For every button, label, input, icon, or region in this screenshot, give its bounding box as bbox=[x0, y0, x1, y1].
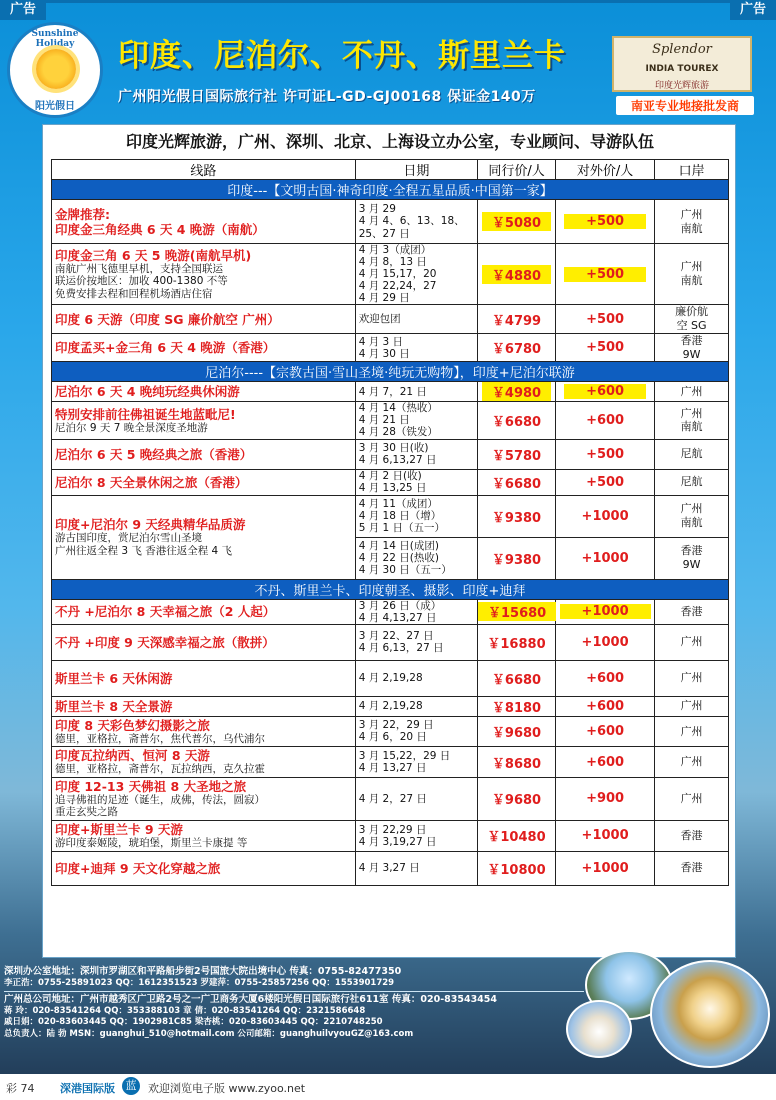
stupa-photo bbox=[650, 960, 770, 1068]
peer-price-cell bbox=[478, 382, 556, 402]
route-title: 印度+斯里兰卡 9 天游 bbox=[55, 822, 183, 837]
route-title: 尼泊尔 6 天 4 晚纯玩经典休闲游 bbox=[55, 384, 240, 400]
peer-price-cell bbox=[478, 599, 556, 624]
route-title: 印度瓦拉纳西、恒河 8 天游 bbox=[55, 748, 210, 764]
port-cell bbox=[655, 821, 729, 852]
retail-price-cell bbox=[556, 382, 655, 402]
retail-price-cell bbox=[556, 660, 655, 696]
port-cell bbox=[655, 696, 729, 716]
peer-price: ￥9680 bbox=[491, 725, 542, 741]
route-cell bbox=[52, 716, 356, 747]
departure-port: 广州 bbox=[680, 724, 703, 738]
bottom-bar bbox=[0, 1074, 776, 1100]
date-cell bbox=[355, 821, 477, 852]
retail-surcharge: +600 bbox=[586, 698, 625, 714]
col-header-retail-price: 对外价/人 bbox=[556, 160, 655, 180]
page-number: 彩 74 bbox=[6, 1082, 35, 1095]
departure-dates: 4 月 3（成团） 4 月 8，13 日 4 月 15,17，20 4 月 22,24，27 4 月 29 日 bbox=[358, 244, 437, 305]
port-cell bbox=[655, 777, 729, 820]
departure-dates: 4 月 7，21 日 bbox=[358, 385, 427, 398]
departure-port: 广州 bbox=[680, 671, 703, 685]
port-cell bbox=[655, 537, 729, 579]
date-cell bbox=[355, 333, 477, 362]
table-row bbox=[52, 696, 729, 716]
section-title: 印度---【文明古国·神奇印度·全程五星品质·中国第一家】 bbox=[52, 180, 729, 200]
route-title: 印度 6 天游（印度 SG 廉价航空 广州） bbox=[55, 311, 280, 327]
retail-price-cell bbox=[556, 821, 655, 852]
intro-line: 印度光辉旅游，广州、深圳、北京、上海设立办公室，专业顾问、导游队伍 bbox=[125, 132, 654, 151]
departure-port: 广州 bbox=[680, 755, 703, 769]
date-cell bbox=[355, 696, 477, 716]
date-cell bbox=[355, 469, 477, 495]
departure-port: 香港 9W bbox=[680, 544, 703, 571]
sunshine-holiday-logo bbox=[7, 22, 103, 118]
route-title: 印度金三角 6 天 5 晚游(南航早机) bbox=[55, 247, 252, 263]
peer-price-cell bbox=[478, 696, 556, 716]
table-row bbox=[52, 716, 729, 747]
date-cell bbox=[355, 624, 477, 660]
departure-dates: 3 月 22,29 日 4 月 3,19,27 日 bbox=[358, 823, 437, 848]
peer-price-cell bbox=[478, 495, 556, 537]
peer-price: ￥6680 bbox=[491, 672, 542, 688]
retail-surcharge: +500 bbox=[586, 340, 625, 356]
departure-port: 香港 bbox=[680, 828, 703, 842]
departure-port: 广州 南航 bbox=[680, 502, 703, 529]
departure-dates: 4 月 14 日(成团) 4 月 22 日(热收) 4 月 30 日（五一） bbox=[358, 539, 452, 577]
route-cell bbox=[52, 200, 356, 244]
table-row bbox=[52, 382, 729, 402]
route-description: 南航广州飞德里早机，支持全国联运 联运价按地区：加收 400-1380 不等 免费安排去程和回程机场酒店住宿 bbox=[55, 262, 228, 300]
section-header-row bbox=[52, 180, 729, 200]
port-cell bbox=[655, 599, 729, 624]
retail-price-cell bbox=[556, 747, 655, 778]
route-cell bbox=[52, 777, 356, 820]
retail-price-cell bbox=[556, 200, 655, 244]
peer-price-cell bbox=[478, 439, 556, 469]
table-row bbox=[52, 244, 729, 305]
departure-dates: 4 月 3 日 4 月 30 日 bbox=[358, 335, 410, 360]
departure-dates: 3 月 30 日(收) 4 月 6,13,27 日 bbox=[358, 441, 437, 466]
ad-tag-right: 广告 bbox=[730, 0, 776, 20]
agency-license-line: 广州阳光假日国际旅行社 许可证L-GD-GJ00168 保证金140万 bbox=[118, 89, 536, 105]
departure-port: 广州 bbox=[680, 635, 703, 649]
shenzhen-contacts: 李正浩：0755-25891023 QQ：1612351523 罗建萍：0755-25857256 QQ：1553901729 bbox=[4, 977, 395, 988]
departure-port: 广州 bbox=[680, 384, 703, 398]
peer-price-cell bbox=[478, 333, 556, 362]
price-panel bbox=[42, 124, 736, 958]
peer-price: ￥8680 bbox=[491, 756, 542, 772]
retail-surcharge: +1000 bbox=[581, 860, 629, 876]
port-cell bbox=[655, 244, 729, 305]
departure-dates: 4 月 2，27 日 bbox=[358, 792, 427, 805]
route-title: 不丹 +尼泊尔 8 天幸福之旅（2 人起） bbox=[55, 604, 276, 620]
port-cell bbox=[655, 200, 729, 244]
sun-icon bbox=[36, 49, 76, 89]
peer-price-cell bbox=[478, 851, 556, 885]
departure-dates: 4 月 3,27 日 bbox=[358, 862, 420, 875]
retail-surcharge: +600 bbox=[564, 384, 646, 399]
peer-price: ￥9380 bbox=[491, 552, 542, 568]
partner-name: Splendor bbox=[652, 42, 712, 57]
retail-surcharge: +1000 bbox=[560, 604, 651, 619]
section-title: 不丹、斯里兰卡、印度朝圣、摄影、印度+迪拜 bbox=[52, 579, 729, 599]
peer-price-cell bbox=[478, 777, 556, 820]
table-row bbox=[52, 305, 729, 334]
retail-surcharge: +500 bbox=[564, 214, 646, 229]
date-cell bbox=[355, 382, 477, 402]
peer-price-cell bbox=[478, 716, 556, 747]
departure-dates: 4 月 11（成团） 4 月 18 日（增） 5 月 1 日（五一） bbox=[358, 497, 446, 535]
retail-surcharge: +1000 bbox=[581, 508, 629, 524]
date-cell bbox=[355, 244, 477, 305]
route-title: 印度 8 天彩色梦幻摄影之旅 bbox=[55, 717, 210, 733]
date-cell bbox=[355, 439, 477, 469]
table-row bbox=[52, 495, 729, 537]
date-cell bbox=[355, 537, 477, 579]
retail-surcharge: +900 bbox=[586, 791, 625, 807]
departure-dates: 3 月 15,22，29 日 4 月 13,27 日 bbox=[358, 749, 451, 775]
date-cell bbox=[355, 716, 477, 747]
date-cell bbox=[355, 200, 477, 244]
date-cell bbox=[355, 495, 477, 537]
route-cell bbox=[52, 599, 356, 624]
peer-price-cell bbox=[478, 624, 556, 660]
route-cell bbox=[52, 305, 356, 334]
port-cell bbox=[655, 851, 729, 885]
port-cell bbox=[655, 382, 729, 402]
table-row bbox=[52, 624, 729, 660]
retail-price-cell bbox=[556, 624, 655, 660]
departure-dates: 4 月 2,19,28 bbox=[358, 672, 423, 685]
peer-price-cell bbox=[478, 305, 556, 334]
route-title: 斯里兰卡 8 天全景游 bbox=[55, 698, 173, 714]
departure-dates: 欢迎包团 bbox=[358, 313, 401, 326]
retail-surcharge: +600 bbox=[586, 670, 625, 686]
col-header-date: 日期 bbox=[355, 160, 477, 180]
route-title: 不丹 +印度 9 天深感幸福之旅（散拼） bbox=[55, 634, 275, 650]
retail-surcharge: +600 bbox=[586, 754, 625, 770]
wholesaler-badge: 南亚专业地接批发商 bbox=[616, 96, 754, 115]
peer-price: ￥9380 bbox=[491, 510, 542, 526]
peer-price: ￥10480 bbox=[487, 830, 546, 846]
route-title: 印度孟买+金三角 6 天 4 晚游（香港） bbox=[55, 340, 276, 356]
partner-cn: 印度光辉旅游 bbox=[654, 81, 709, 91]
section-header-row bbox=[52, 362, 729, 382]
general-manager: 总负责人：陆 勃 MSN：guanghui_510@hotmail.com 公司邮箱：guanghuilvyouGZ@163.com bbox=[4, 1028, 414, 1039]
departure-port: 香港 9W bbox=[680, 333, 703, 361]
date-cell bbox=[355, 402, 477, 439]
route-cell bbox=[52, 439, 356, 469]
peer-price: ￥4980 bbox=[482, 382, 551, 401]
route-cell bbox=[52, 402, 356, 439]
peer-price-cell bbox=[478, 402, 556, 439]
port-cell bbox=[655, 333, 729, 362]
departure-port: 广州 bbox=[680, 699, 703, 713]
footer-divider bbox=[4, 991, 584, 992]
guangzhou-contacts-2: 戚日娟：020-83603445 QQ：1902981C85 梁杏桃：020-83603445 QQ：2210748250 bbox=[4, 1017, 383, 1027]
table-row bbox=[52, 402, 729, 439]
route-description: 德里，亚格拉，斋普尔，焦代普尔，乌代浦尔 bbox=[55, 732, 265, 745]
retail-surcharge: +500 bbox=[564, 267, 646, 282]
date-cell bbox=[355, 599, 477, 624]
table-row bbox=[52, 200, 729, 244]
departure-port: 廉价航 空 SG bbox=[675, 305, 709, 333]
port-cell bbox=[655, 439, 729, 469]
date-cell bbox=[355, 851, 477, 885]
peer-price: ￥6680 bbox=[491, 476, 542, 492]
peer-price-cell bbox=[478, 821, 556, 852]
departure-port: 广州 南航 bbox=[680, 260, 703, 288]
retail-price-cell bbox=[556, 777, 655, 820]
retail-price-cell bbox=[556, 333, 655, 362]
retail-surcharge: +600 bbox=[586, 412, 625, 428]
port-cell bbox=[655, 305, 729, 334]
route-cell bbox=[52, 696, 356, 716]
route-title: 斯里兰卡 6 天休闲游 bbox=[55, 670, 173, 686]
table-row bbox=[52, 333, 729, 362]
ad-tag-left: 广告 bbox=[0, 0, 46, 20]
departure-dates: 3 月 26 日（成） 4 月 4,13,27 日 bbox=[358, 599, 442, 624]
table-row bbox=[52, 660, 729, 696]
retail-price-cell bbox=[556, 439, 655, 469]
taj-mahal-photo bbox=[566, 1000, 632, 1058]
route-title: 尼泊尔 6 天 5 晚经典之旅（香港） bbox=[55, 446, 253, 462]
route-title: 金牌推荐: 印度金三角经典 6 天 4 晚游（南航） bbox=[55, 206, 265, 237]
route-description: 游古国印度，赏尼泊尔雪山圣境 广州往返全程 3 飞 香港往返全程 4 飞 bbox=[55, 531, 233, 557]
peer-price: ￥16880 bbox=[487, 636, 546, 652]
route-title: 尼泊尔 8 天全景休闲之旅（香港） bbox=[55, 474, 248, 490]
col-header-port: 口岸 bbox=[655, 160, 729, 180]
route-cell bbox=[52, 821, 356, 852]
route-description: 游印度泰姬陵，琥珀堡，斯里兰卡康提 等 bbox=[55, 837, 248, 849]
retail-price-cell bbox=[556, 537, 655, 579]
departure-dates: 3 月 29 4 月 4、6、13、18、 25、27 日 bbox=[358, 203, 465, 240]
tour-price-table bbox=[51, 159, 729, 886]
departure-port: 尼航 bbox=[680, 475, 703, 489]
retail-price-cell bbox=[556, 716, 655, 747]
departure-port: 尼航 bbox=[680, 447, 703, 461]
peer-price-cell bbox=[478, 660, 556, 696]
welcome-url: 欢迎浏览电子版 www.zyoo.net bbox=[148, 1082, 306, 1095]
route-cell bbox=[52, 624, 356, 660]
peer-price: ￥8180 bbox=[491, 700, 542, 716]
departure-port: 香港 bbox=[680, 861, 703, 875]
peer-price-cell bbox=[478, 469, 556, 495]
retail-price-cell bbox=[556, 244, 655, 305]
retail-price-cell bbox=[556, 495, 655, 537]
departure-port: 广州 南航 bbox=[680, 406, 703, 434]
route-title: 印度+迪拜 9 天文化穿越之旅 bbox=[55, 860, 221, 876]
peer-price: ￥4799 bbox=[491, 313, 542, 329]
departure-dates: 4 月 2,19,28 bbox=[358, 700, 423, 713]
logo-chinese: 阳光假日 bbox=[35, 101, 75, 112]
port-cell bbox=[655, 716, 729, 747]
table-row bbox=[52, 777, 729, 820]
retail-price-cell bbox=[556, 402, 655, 439]
peer-price: ￥15680 bbox=[478, 602, 556, 621]
departure-port: 广州 bbox=[680, 792, 703, 806]
page-title: 印度、尼泊尔、不丹、斯里兰卡 bbox=[118, 38, 566, 74]
table-row bbox=[52, 599, 729, 624]
route-title: 印度+尼泊尔 9 天经典精华品质游 bbox=[55, 516, 246, 532]
guangzhou-office: 广州总公司地址：广州市越秀区广卫路2号之一广卫商务大厦6楼阳光假日国际旅行社611室 传真：020-83543454 bbox=[4, 994, 498, 1005]
india-tourex-logo bbox=[612, 36, 752, 92]
departure-dates: 3 月 22、27 日 4 月 6,13，27 日 bbox=[358, 630, 444, 655]
top-stripe bbox=[46, 0, 730, 3]
peer-price: ￥6680 bbox=[491, 414, 542, 430]
peer-price: ￥9680 bbox=[491, 793, 542, 809]
route-cell bbox=[52, 851, 356, 885]
port-cell bbox=[655, 495, 729, 537]
port-cell bbox=[655, 469, 729, 495]
port-cell bbox=[655, 747, 729, 778]
table-row bbox=[52, 747, 729, 778]
table-header-row bbox=[52, 160, 729, 180]
col-header-peer-price: 同行价/人 bbox=[478, 160, 556, 180]
retail-surcharge: +500 bbox=[586, 311, 625, 327]
contact-footer bbox=[4, 966, 584, 1040]
peer-price-cell bbox=[478, 747, 556, 778]
partner-sub: INDIA TOUREX bbox=[645, 64, 719, 74]
retail-surcharge: +600 bbox=[586, 723, 625, 739]
port-cell bbox=[655, 660, 729, 696]
route-cell bbox=[52, 382, 356, 402]
route-cell bbox=[52, 333, 356, 362]
departure-dates: 4 月 2 日(收) 4 月 13,25 日 bbox=[358, 469, 427, 494]
retail-surcharge: +500 bbox=[586, 446, 625, 462]
table-row bbox=[52, 439, 729, 469]
date-cell bbox=[355, 777, 477, 820]
retail-price-cell bbox=[556, 469, 655, 495]
route-description: 尼泊尔 9 天 7 晚全景深度圣地游 bbox=[55, 421, 208, 434]
guangzhou-contacts-1: 蒋 玲：020-83541264 QQ：353388103 章 倩：020-83541264 QQ：2321586648 bbox=[4, 1005, 366, 1016]
peer-price-cell bbox=[478, 244, 556, 305]
section-header-row bbox=[52, 579, 729, 599]
retail-price-cell bbox=[556, 696, 655, 716]
blue-badge-icon: 蓝 bbox=[122, 1077, 140, 1095]
retail-price-cell bbox=[556, 851, 655, 885]
peer-price: ￥10800 bbox=[487, 862, 546, 878]
table-row bbox=[52, 821, 729, 852]
peer-price: ￥5080 bbox=[482, 212, 551, 231]
peer-price: ￥4880 bbox=[482, 265, 551, 284]
retail-surcharge: +500 bbox=[586, 474, 625, 490]
route-description: 德里，亚格拉，斋普尔，瓦拉纳西，克久拉霍 bbox=[55, 763, 265, 776]
port-cell bbox=[655, 402, 729, 439]
date-cell bbox=[355, 660, 477, 696]
departure-dates: 4 月 14（热收） 4 月 21 日 4 月 28（铁发） bbox=[358, 402, 438, 439]
route-cell bbox=[52, 660, 356, 696]
col-header-route: 线路 bbox=[52, 160, 356, 180]
retail-price-cell bbox=[556, 305, 655, 334]
retail-surcharge: +1000 bbox=[581, 550, 629, 566]
date-cell bbox=[355, 747, 477, 778]
section-title: 尼泊尔----【宗教古国·雪山圣境·纯玩无购物】，印度+尼泊尔联游 bbox=[52, 362, 729, 382]
route-cell bbox=[52, 747, 356, 778]
route-cell bbox=[52, 495, 356, 579]
route-title: 特别安排前往佛祖诞生地蓝毗尼! bbox=[55, 406, 236, 422]
departure-dates: 3 月 22，29 日 4 月 6，20 日 bbox=[358, 719, 434, 744]
route-cell bbox=[52, 469, 356, 495]
route-title: 印度 12-13 天佛祖 8 大圣地之旅 bbox=[55, 778, 247, 794]
shenzhen-office: 深圳办公室地址：深圳市罗湖区和平路船步街2号国旅大院出境中心 传真：0755-82477350 bbox=[4, 966, 402, 977]
peer-price-cell bbox=[478, 537, 556, 579]
table-body bbox=[52, 180, 729, 886]
departure-port: 香港 bbox=[680, 604, 703, 618]
retail-surcharge: +1000 bbox=[581, 634, 629, 650]
table-row bbox=[52, 851, 729, 885]
retail-surcharge: +1000 bbox=[581, 828, 629, 844]
peer-price: ￥6780 bbox=[491, 342, 542, 358]
edition-name: 深港国际版 bbox=[60, 1082, 115, 1095]
peer-price-cell bbox=[478, 200, 556, 244]
route-description: 追寻佛祖的足迹（诞生，成佛，传法，圆寂） 重走玄奘之路 bbox=[55, 793, 265, 819]
date-cell bbox=[355, 305, 477, 334]
departure-port: 广州 南航 bbox=[680, 207, 703, 235]
peer-price: ￥5780 bbox=[491, 448, 542, 464]
route-cell bbox=[52, 244, 356, 305]
port-cell bbox=[655, 624, 729, 660]
table-row bbox=[52, 469, 729, 495]
logo-english: Sunshine Holiday bbox=[31, 29, 79, 49]
retail-price-cell bbox=[556, 599, 655, 624]
